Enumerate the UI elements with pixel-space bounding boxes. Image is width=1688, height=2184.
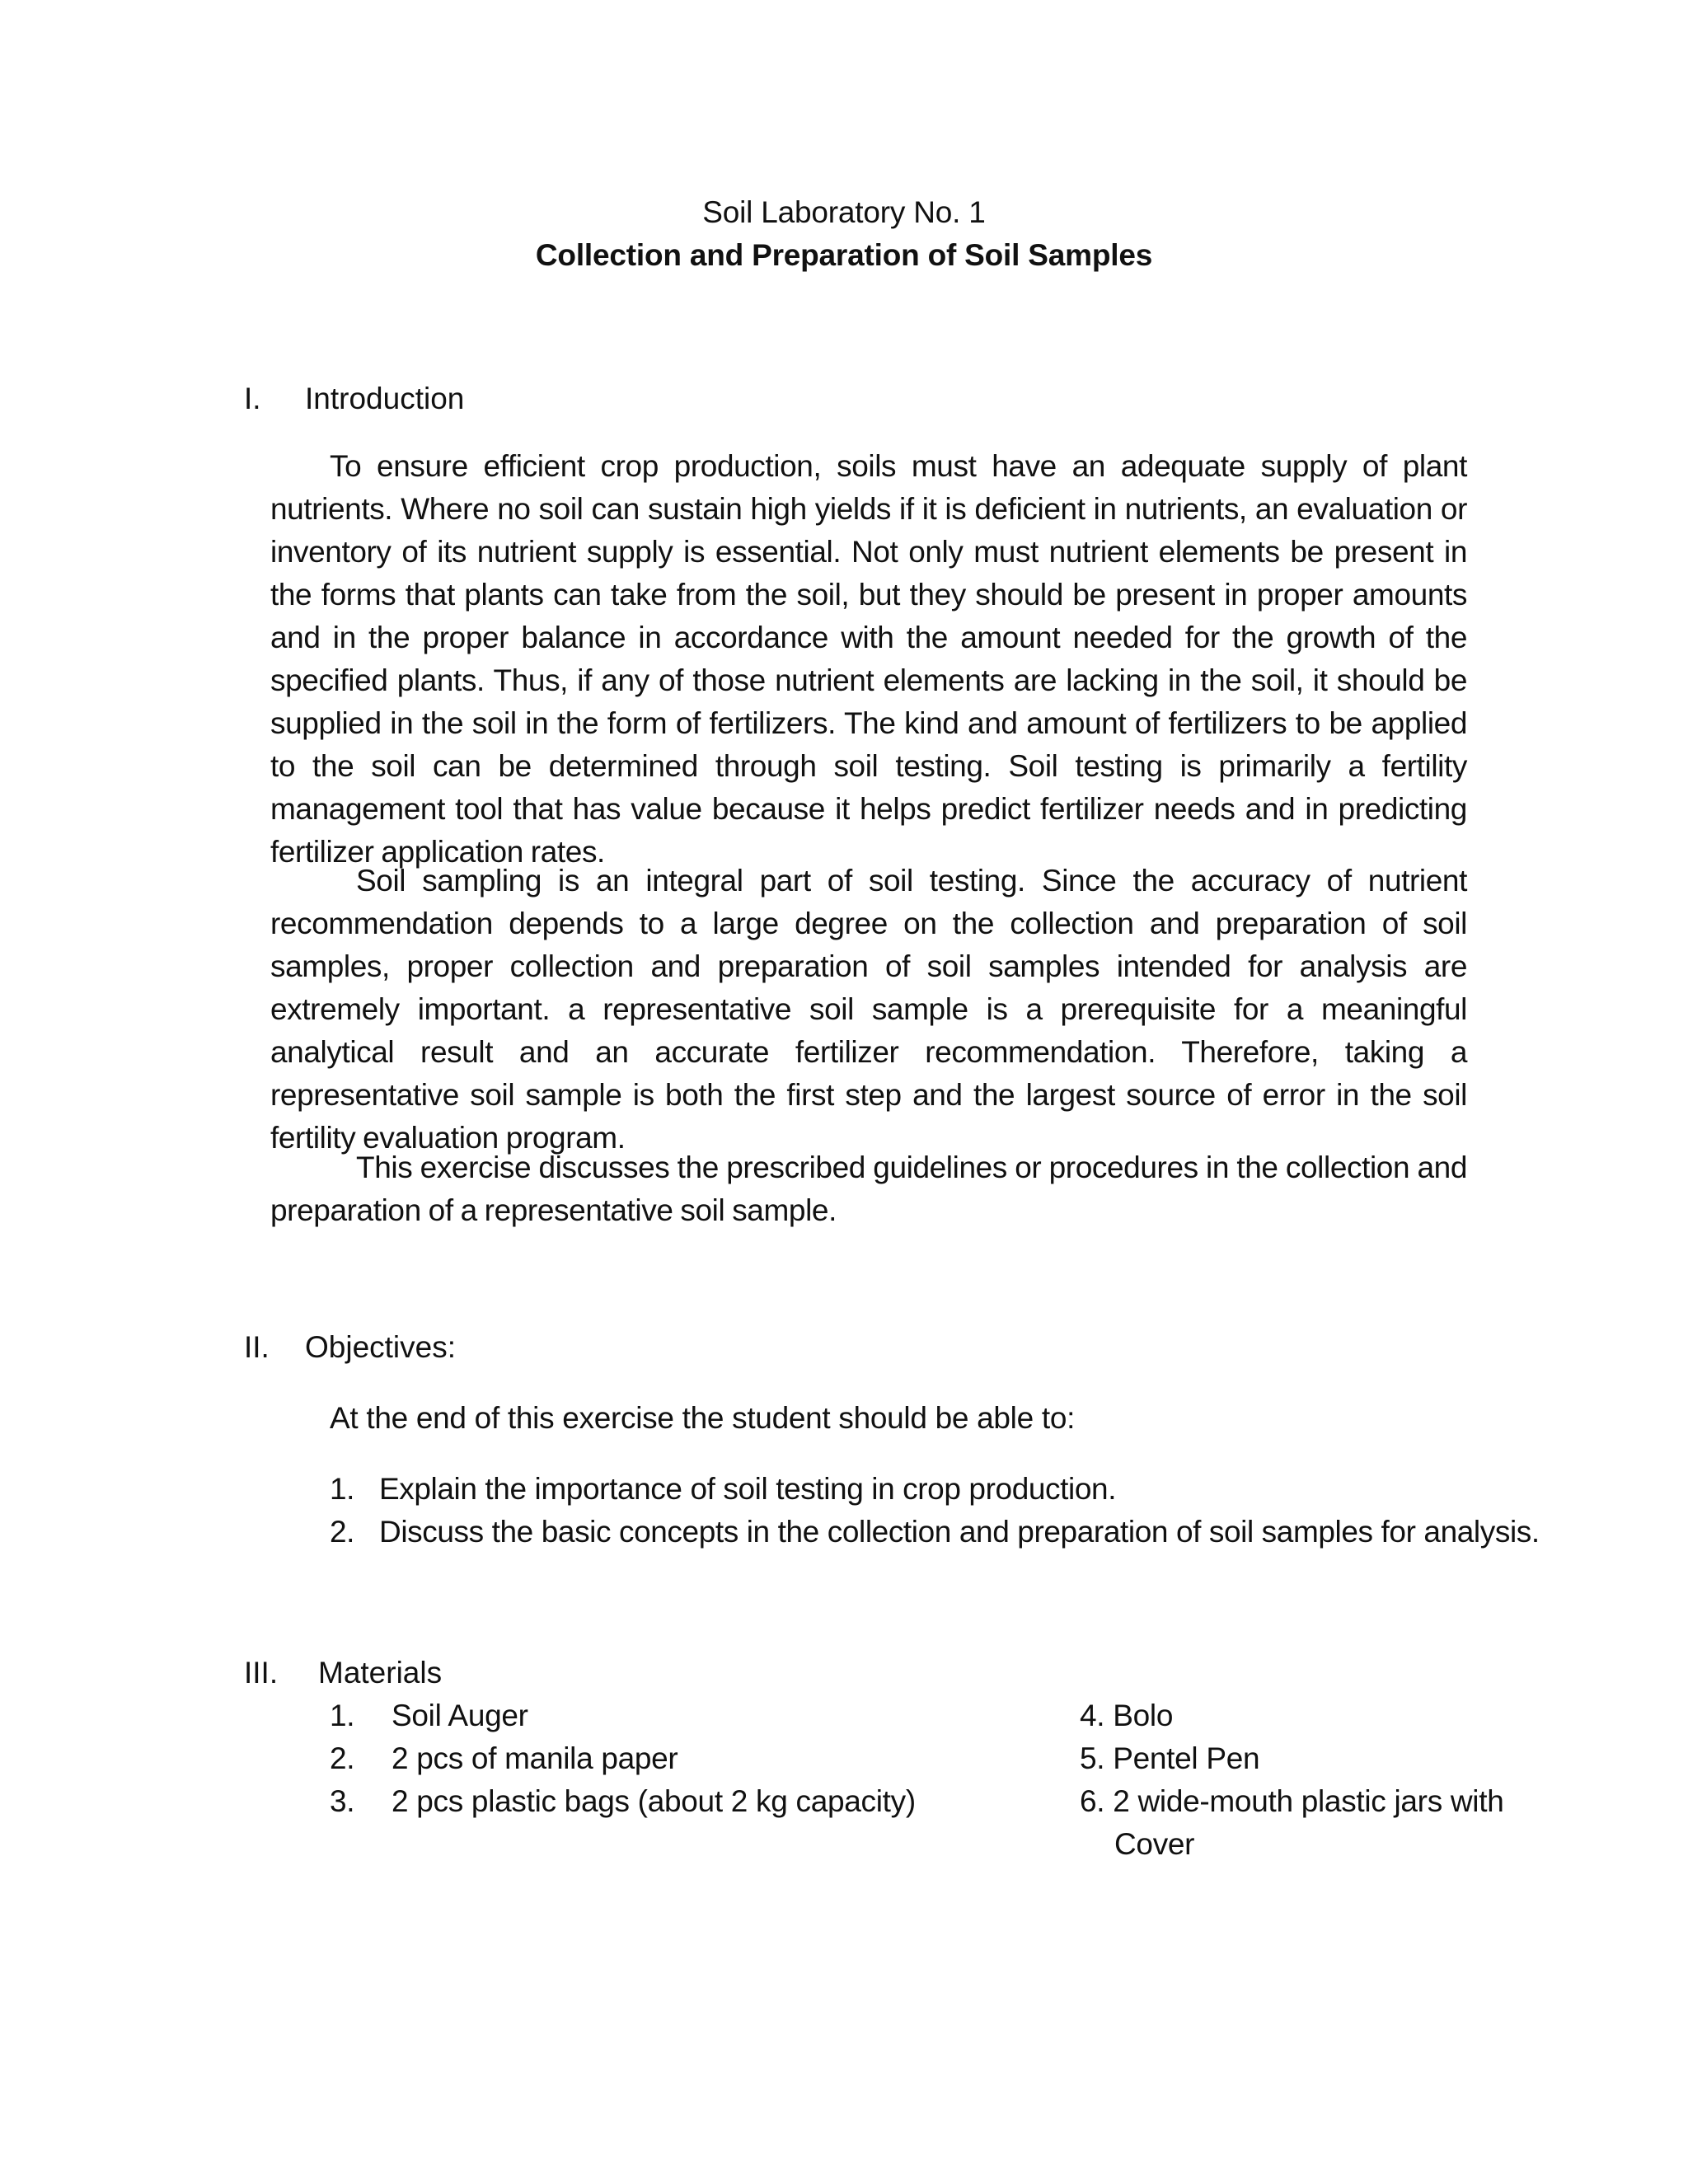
list-item-number: 2.	[330, 1515, 355, 1549]
intro-paragraph-3: This exercise discusses the prescribed guidelines or procedures in the collection and preparation of a representative soil sample.	[270, 1151, 1467, 1227]
materials-list-right	[1080, 1694, 1504, 1866]
list-item-text: Explain the importance of soil testing in crop production.	[379, 1472, 1117, 1506]
section-title: Introduction	[305, 382, 465, 415]
section-title: Materials	[318, 1656, 443, 1690]
list-item	[1080, 1780, 1504, 1823]
section-numeral: I.	[244, 382, 261, 415]
list-item-text: 6. 2 wide-mouth plastic jars with	[1080, 1784, 1504, 1818]
list-item-text: 2 pcs plastic bags (about 2 kg capacity)	[392, 1784, 916, 1818]
list-item-number: 1.	[330, 1472, 355, 1506]
list-item-text: 5. Pentel Pen	[1080, 1741, 1260, 1775]
list-item	[1080, 1694, 1492, 1737]
list-item-continuation: Cover	[1114, 1827, 1195, 1861]
list-item-text: Soil Auger	[392, 1699, 528, 1732]
list-item-text: 2 pcs of manila paper	[392, 1741, 678, 1775]
intro-paragraph-1: To ensure efficient crop production, soils must have an adequate supply of plant nutrients. Where no soil can sustain high yields if it is deficient in nutrients, an evaluation or inventory of its nutrient supply is essential. Not only must nutrient elements be present in the forms that plants can take from the soil, but they should be present in proper amounts and in the proper balance in accordance with the amount needed for the growth of the specified plants. Thus, if any of those nutrient elements are lacking in the soil, it should be supplied in the soil in the form of fertilizers. The kind and amount of fertilizers to be applied to the soil can be determined through soil testing. Soil testing is primarily a fertility management tool that has value because it helps predict fertilizer needs and in predicting fertilizer application rates.	[270, 449, 1467, 869]
list-item-number: 2.	[330, 1741, 355, 1775]
section-title: Objectives:	[305, 1330, 457, 1364]
list-item-text: 4. Bolo	[1080, 1699, 1174, 1732]
list-item-text: Discuss the basic concepts in the collection and preparation of soil samples for analysis.	[379, 1515, 1540, 1549]
section-numeral: II.	[244, 1330, 270, 1364]
list-item-number: 1.	[330, 1699, 355, 1732]
intro-paragraph-2: Soil sampling is an integral part of soil testing. Since the accuracy of nutrient recommendation depends to a large degree on the collection and preparation of soil samples, proper collection and preparation of soil samples intended for analysis are extremely important. a representative soil sample is a prerequisite for a meaningful analytical result and an accurate fertilizer recommendation. Therefore, taking a representative soil sample is both the first step and the largest source of error in the soil fertility evaluation program.	[270, 864, 1467, 1155]
lab-number-heading: Soil Laboratory No. 1	[702, 195, 986, 229]
section-numeral: III.	[244, 1656, 279, 1690]
list-item-number: 3.	[330, 1784, 355, 1818]
objectives-intro: At the end of this exercise the student should be able to:	[330, 1401, 1076, 1435]
page-title: Collection and Preparation of Soil Samples	[535, 238, 1153, 272]
list-item	[1080, 1737, 1492, 1780]
